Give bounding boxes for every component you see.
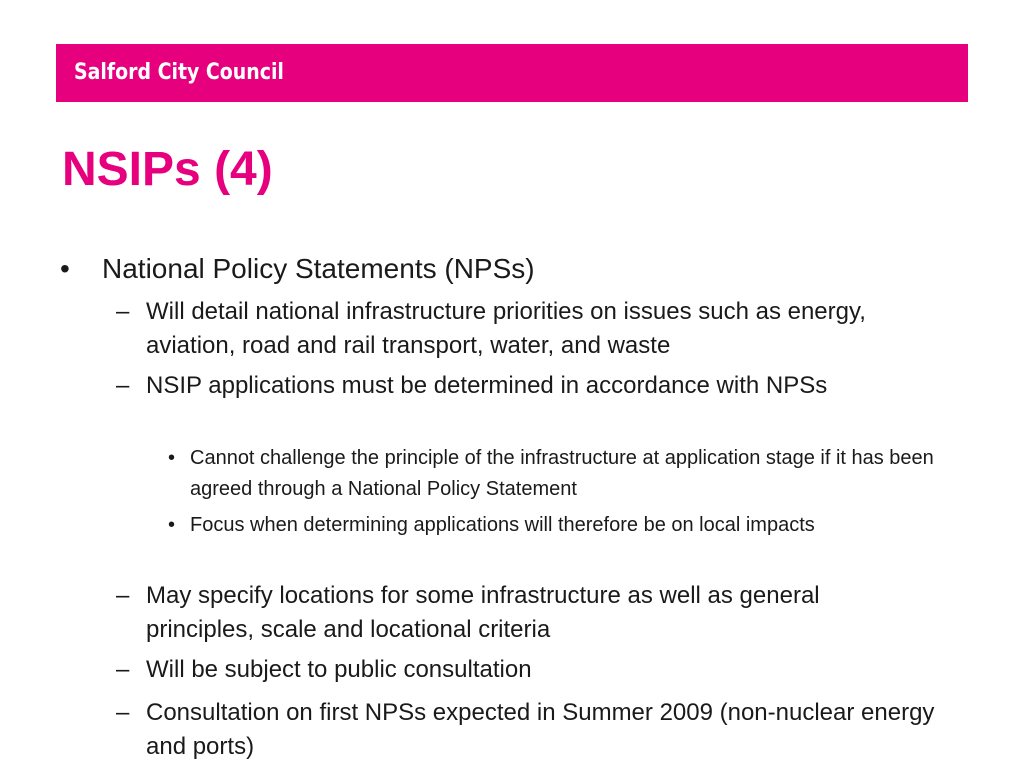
bullet-npss: National Policy Statements (NPSs) xyxy=(102,253,535,284)
bullet-marker: • xyxy=(60,253,70,284)
council-name: Salford City Council xyxy=(74,60,284,85)
slide-title: NSIPs (4) xyxy=(62,143,273,196)
sub-bullet-determined: NSIP applications must be determined in accordance with NPSs xyxy=(146,372,828,399)
dash-marker: – xyxy=(116,298,130,325)
sub-sub-bullet-local-impacts: Focus when determining applications will therefore be on local impacts xyxy=(190,514,815,536)
dash-marker: – xyxy=(116,582,130,609)
sub-bullet-first-npss: Consultation on first NPSs expected in Summer 2009 (non-nuclear energy and ports) xyxy=(146,699,935,760)
bullet-marker: • xyxy=(168,447,176,469)
sub-bullet-priorities: Will detail national infrastructure priorities on issues such as energy, aviation, road and rail transport, water, and waste xyxy=(146,298,866,359)
dash-marker: – xyxy=(116,656,130,683)
dash-marker: – xyxy=(116,699,130,726)
sub-bullet-consultation: Will be subject to public consultation xyxy=(146,656,532,683)
sub-bullet-locations: May specify locations for some infrastructure as well as general principles, scale and locational criteria xyxy=(146,582,820,643)
dash-marker: – xyxy=(116,372,130,399)
sub-sub-bullet-cannot-challenge: Cannot challenge the principle of the infrastructure at application stage if it has been agreed through a National Policy Statement xyxy=(190,447,934,500)
bullet-marker: • xyxy=(168,514,176,536)
